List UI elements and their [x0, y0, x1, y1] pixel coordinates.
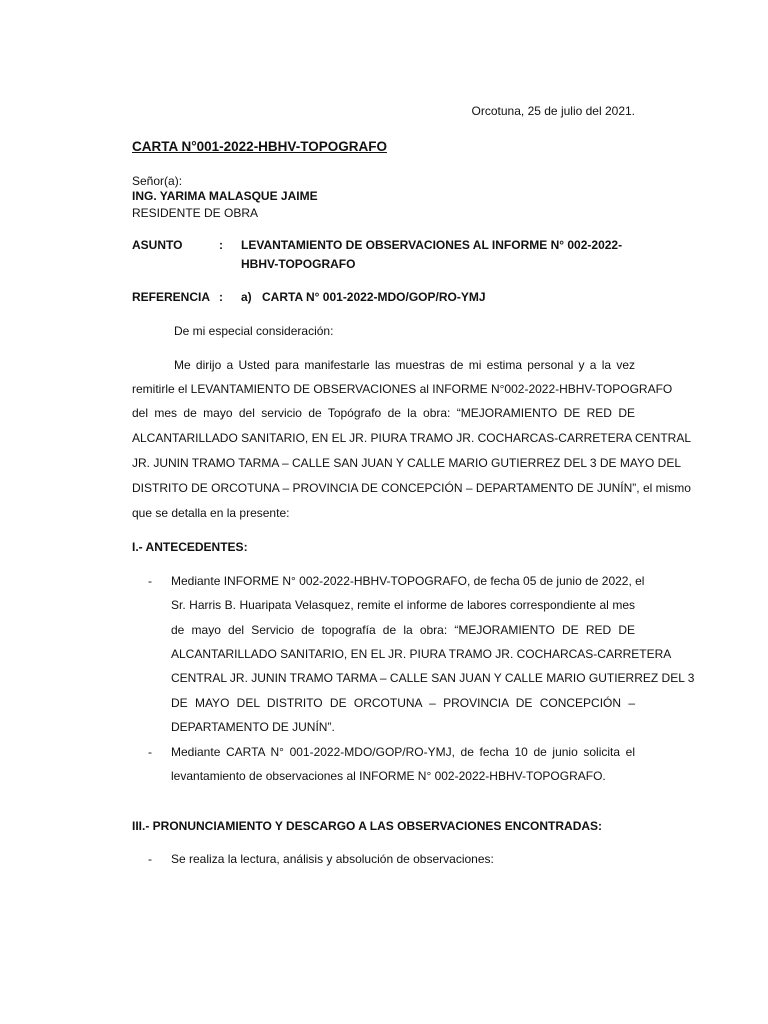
bullet-dash: -: [148, 574, 152, 588]
antecedente-line: DEPARTAMENTO DE JUNÍN”.: [171, 720, 335, 734]
intro-line: remitirle el LEVANTAMIENTO DE OBSERVACIONES al INFORME N°002-2022-HBHV-TOPOGRAFO: [132, 382, 673, 396]
recipient-role: RESIDENTE DE OBRA: [132, 206, 259, 220]
bullet-dash: -: [148, 745, 152, 759]
referencia-marker: a): [241, 290, 252, 304]
recipient-name: ING. YARIMA MALASQUE JAIME: [132, 189, 318, 203]
intro-line: Me dirijo a Usted para manifestarle las muestras de mi estima personal y a la vez: [174, 358, 635, 372]
intro-line: JR. JUNIN TRAMO TARMA – CALLE SAN JUAN Y CALLE MARIO GUTIERREZ DEL 3 DE MAYO DEL: [132, 456, 682, 470]
intro-line: ALCANTARILLADO SANITARIO, EN EL JR. PIURA TRAMO JR. COCHARCAS-CARRETERA CENTRAL: [132, 431, 691, 445]
salutation: Señor(a):: [132, 174, 183, 188]
bullet-dash: -: [148, 852, 152, 866]
antecedente-line: ALCANTARILLADO SANITARIO, EN EL JR. PIURA TRAMO JR. COCHARCAS-CARRETERA: [171, 647, 672, 661]
antecedente-line: DE MAYO DEL DISTRITO DE ORCOTUNA – PROVINCIA DE CONCEPCIÓN –: [171, 696, 635, 710]
intro-line: del mes de mayo del servicio de Topógrafo de la obra: “MEJORAMIENTO DE RED DE: [132, 406, 635, 420]
asunto-label: ASUNTO: [132, 238, 183, 252]
referencia-colon: :: [219, 290, 223, 304]
greeting: De mi especial consideración:: [174, 324, 334, 338]
antecedente-line: CENTRAL JR. JUNIN TRAMO TARMA – CALLE SAN JUAN Y CALLE MARIO GUTIERREZ DEL 3: [171, 671, 695, 685]
asunto-line-1: LEVANTAMIENTO DE OBSERVACIONES AL INFORME N° 002-2022-: [241, 238, 623, 252]
section-heading-pronunciamiento: III.- PRONUNCIAMIENTO Y DESCARGO A LAS OBSERVACIONES ENCONTRADAS:: [132, 819, 603, 833]
section-heading-antecedentes: I.- ANTECEDENTES:: [132, 540, 248, 554]
antecedente-line: Sr. Harris B. Huaripata Velasquez, remite el informe de labores correspondiente al mes: [171, 598, 635, 612]
asunto-line-2: HBHV-TOPOGRAFO: [241, 257, 356, 271]
pronunciamiento-item: Se realiza la lectura, análisis y absolución de observaciones:: [171, 852, 494, 866]
letter-title: CARTA N°001-2022-HBHV-TOPOGRAFO: [132, 139, 387, 154]
antecedente-line: Mediante CARTA N° 001-2022-MDO/GOP/RO-YMJ, de fecha 10 de junio solicita el: [171, 745, 635, 759]
antecedente-line: Mediante INFORME N° 002-2022-HBHV-TOPOGRAFO, de fecha 05 de junio de 2022, el: [171, 574, 645, 588]
date-line: Orcotuna, 25 de julio del 2021.: [471, 104, 635, 118]
asunto-colon: :: [219, 238, 223, 252]
referencia-label: REFERENCIA: [132, 290, 211, 304]
intro-line: que se detalla en la presente:: [132, 506, 290, 520]
antecedente-line: de mayo del Servicio de topografía de la obra: “MEJORAMIENTO DE RED DE: [171, 623, 635, 637]
referencia-text: CARTA N° 001-2022-MDO/GOP/RO-YMJ: [262, 290, 486, 304]
antecedente-line: levantamiento de observaciones al INFORME N° 002-2022-HBHV-TOPOGRAFO.: [171, 769, 606, 783]
intro-line: DISTRITO DE ORCOTUNA – PROVINCIA DE CONCEPCIÓN – DEPARTAMENTO DE JUNÍN”, el mismo: [132, 481, 691, 495]
